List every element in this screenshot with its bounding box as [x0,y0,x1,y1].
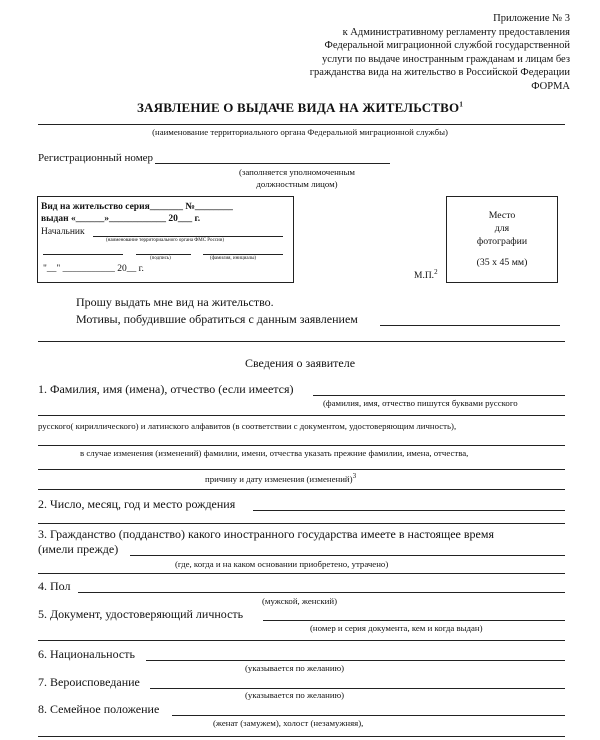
registration-label: Регистрационный номер [38,152,154,164]
religion-field[interactable] [150,688,565,689]
religion-label: 7. Вероисповедание [38,675,140,689]
document-hint: (номер и серия документа, кем и когда выдан) [310,623,483,633]
registration-field[interactable] [155,163,390,164]
issue-stamp-box [37,196,294,283]
photo-line-1: Место [488,210,516,221]
citizenship-field[interactable] [130,555,565,556]
stamp-org-hint: (наименование территориального органа ФМС России) [106,238,225,243]
birth-field[interactable] [253,510,565,511]
name-hint-2: русского( кириллического) и латинского алфавитов (в соответствии с документом, удостоверяющим личность), [38,421,457,431]
form-label: ФОРМА [531,80,570,92]
name-field-line-4[interactable] [38,469,565,470]
appendix-line-3: услуги по выдаче иностранным гражданам и лицам без [321,53,570,65]
request-line-1: Прошу выдать мне вид на жительство. [76,295,274,309]
sex-hint: (мужской, женский) [262,596,338,606]
registration-hint [222,166,372,190]
photo-box [446,196,558,283]
stamp-date-line: "__" ___________ 20__ г. [43,264,144,274]
name-hint-3: в случае изменения (изменений) фамилии, имени, отчества указать прежние фамилии, имена, отчества, [80,448,469,458]
appendix-title: Приложение № 3 [493,13,570,24]
marital-hint: (женат (замужем), холост (незамужняя), [213,718,364,728]
birth-label: 2. Число, месяц, год и место рождения [38,497,236,511]
authority-line[interactable] [38,124,565,125]
stamp-place-footnote: 2 [434,268,438,276]
marital-field[interactable] [172,715,565,716]
appendix-line-1: к Административному регламенту предоставления [342,26,570,38]
stamp-org-field[interactable] [93,236,283,237]
stamp-place-label [414,268,438,281]
name-hint-1: (фамилия, имя, отчество пишутся буквами русского [323,398,518,408]
title-footnote: 1 [459,100,464,109]
citizenship-label-1: 3. Гражданство (подданство) какого иностранного государства имеете в настоящее время [38,527,494,541]
appendix-block [310,12,570,93]
name-hint-4 [205,472,356,484]
registration-hint-line-1: (заполняется уполномоченным [238,167,355,177]
stamp-name-hint: (фамилия, инициалы) [210,256,257,261]
document-label: 5. Документ, удостоверяющий личность [38,607,244,621]
religion-hint: (указывается по желанию) [245,690,345,700]
stamp-chief-label: Начальник [41,227,85,237]
sex-label: 4. Пол [38,579,71,593]
stamp-signature-hint: (подпись) [150,256,171,261]
document-field-line-2[interactable] [38,640,565,641]
motives-field-continued[interactable] [38,341,565,342]
photo-size: (35 х 45 мм) [476,257,528,268]
sex-field[interactable] [78,592,565,593]
stamp-place-text: М.П. [414,271,435,282]
authority-hint: (наименование территориального органа Федеральной миграционной службы) [152,127,448,137]
citizenship-field-line-2[interactable] [38,573,565,574]
photo-line-3: фотографии [476,236,528,247]
name-field-line-2[interactable] [38,415,565,416]
document-field[interactable] [263,620,565,621]
marital-field-line-2[interactable] [38,736,565,737]
appendix-line-4: гражданства вида на жительство в Российской Федерации [309,67,570,78]
nationality-hint: (указывается по желанию) [245,663,345,673]
stamp-issued-line: выдан «______»____________ 20___ г. [41,214,201,224]
birth-field-line-2[interactable] [38,523,565,524]
name-label: 1. Фамилия, имя (имена), отчество (если имеется) [38,382,294,396]
request-line-2: Мотивы, побудившие обратиться с данным заявлением [76,312,358,326]
name-field[interactable] [313,395,565,396]
form-title [0,100,600,116]
nationality-field[interactable] [146,660,565,661]
form-title-text: ЗАЯВЛЕНИЕ О ВЫДАЧЕ ВИДА НА ЖИТЕЛЬСТВО [136,100,460,115]
citizenship-hint: (где, когда и на каком основании приобретено, утрачено) [175,559,389,569]
registration-hint-line-2: должностным лицом) [256,179,338,189]
name-hint-4-text: причину и дату изменения (изменений) [205,473,353,484]
stamp-series-line: Вид на жительство серия_______ №________ [41,202,233,212]
stamp-position-field[interactable] [43,254,123,255]
nationality-label: 6. Национальность [38,647,135,661]
citizenship-label-2: (имели прежде) [38,542,119,556]
appendix-line-2: Федеральной миграционной службой государственной [324,40,570,51]
section-title: Сведения о заявителе [244,356,356,370]
motives-field[interactable] [380,325,560,326]
name-hint-footnote: 3 [352,472,357,480]
name-field-line-5[interactable] [38,489,565,490]
photo-line-2: для [494,223,510,234]
stamp-name-field[interactable] [203,254,283,255]
stamp-signature-field[interactable] [136,254,191,255]
name-field-line-3[interactable] [38,445,565,446]
marital-label: 8. Семейное положение [38,702,160,716]
